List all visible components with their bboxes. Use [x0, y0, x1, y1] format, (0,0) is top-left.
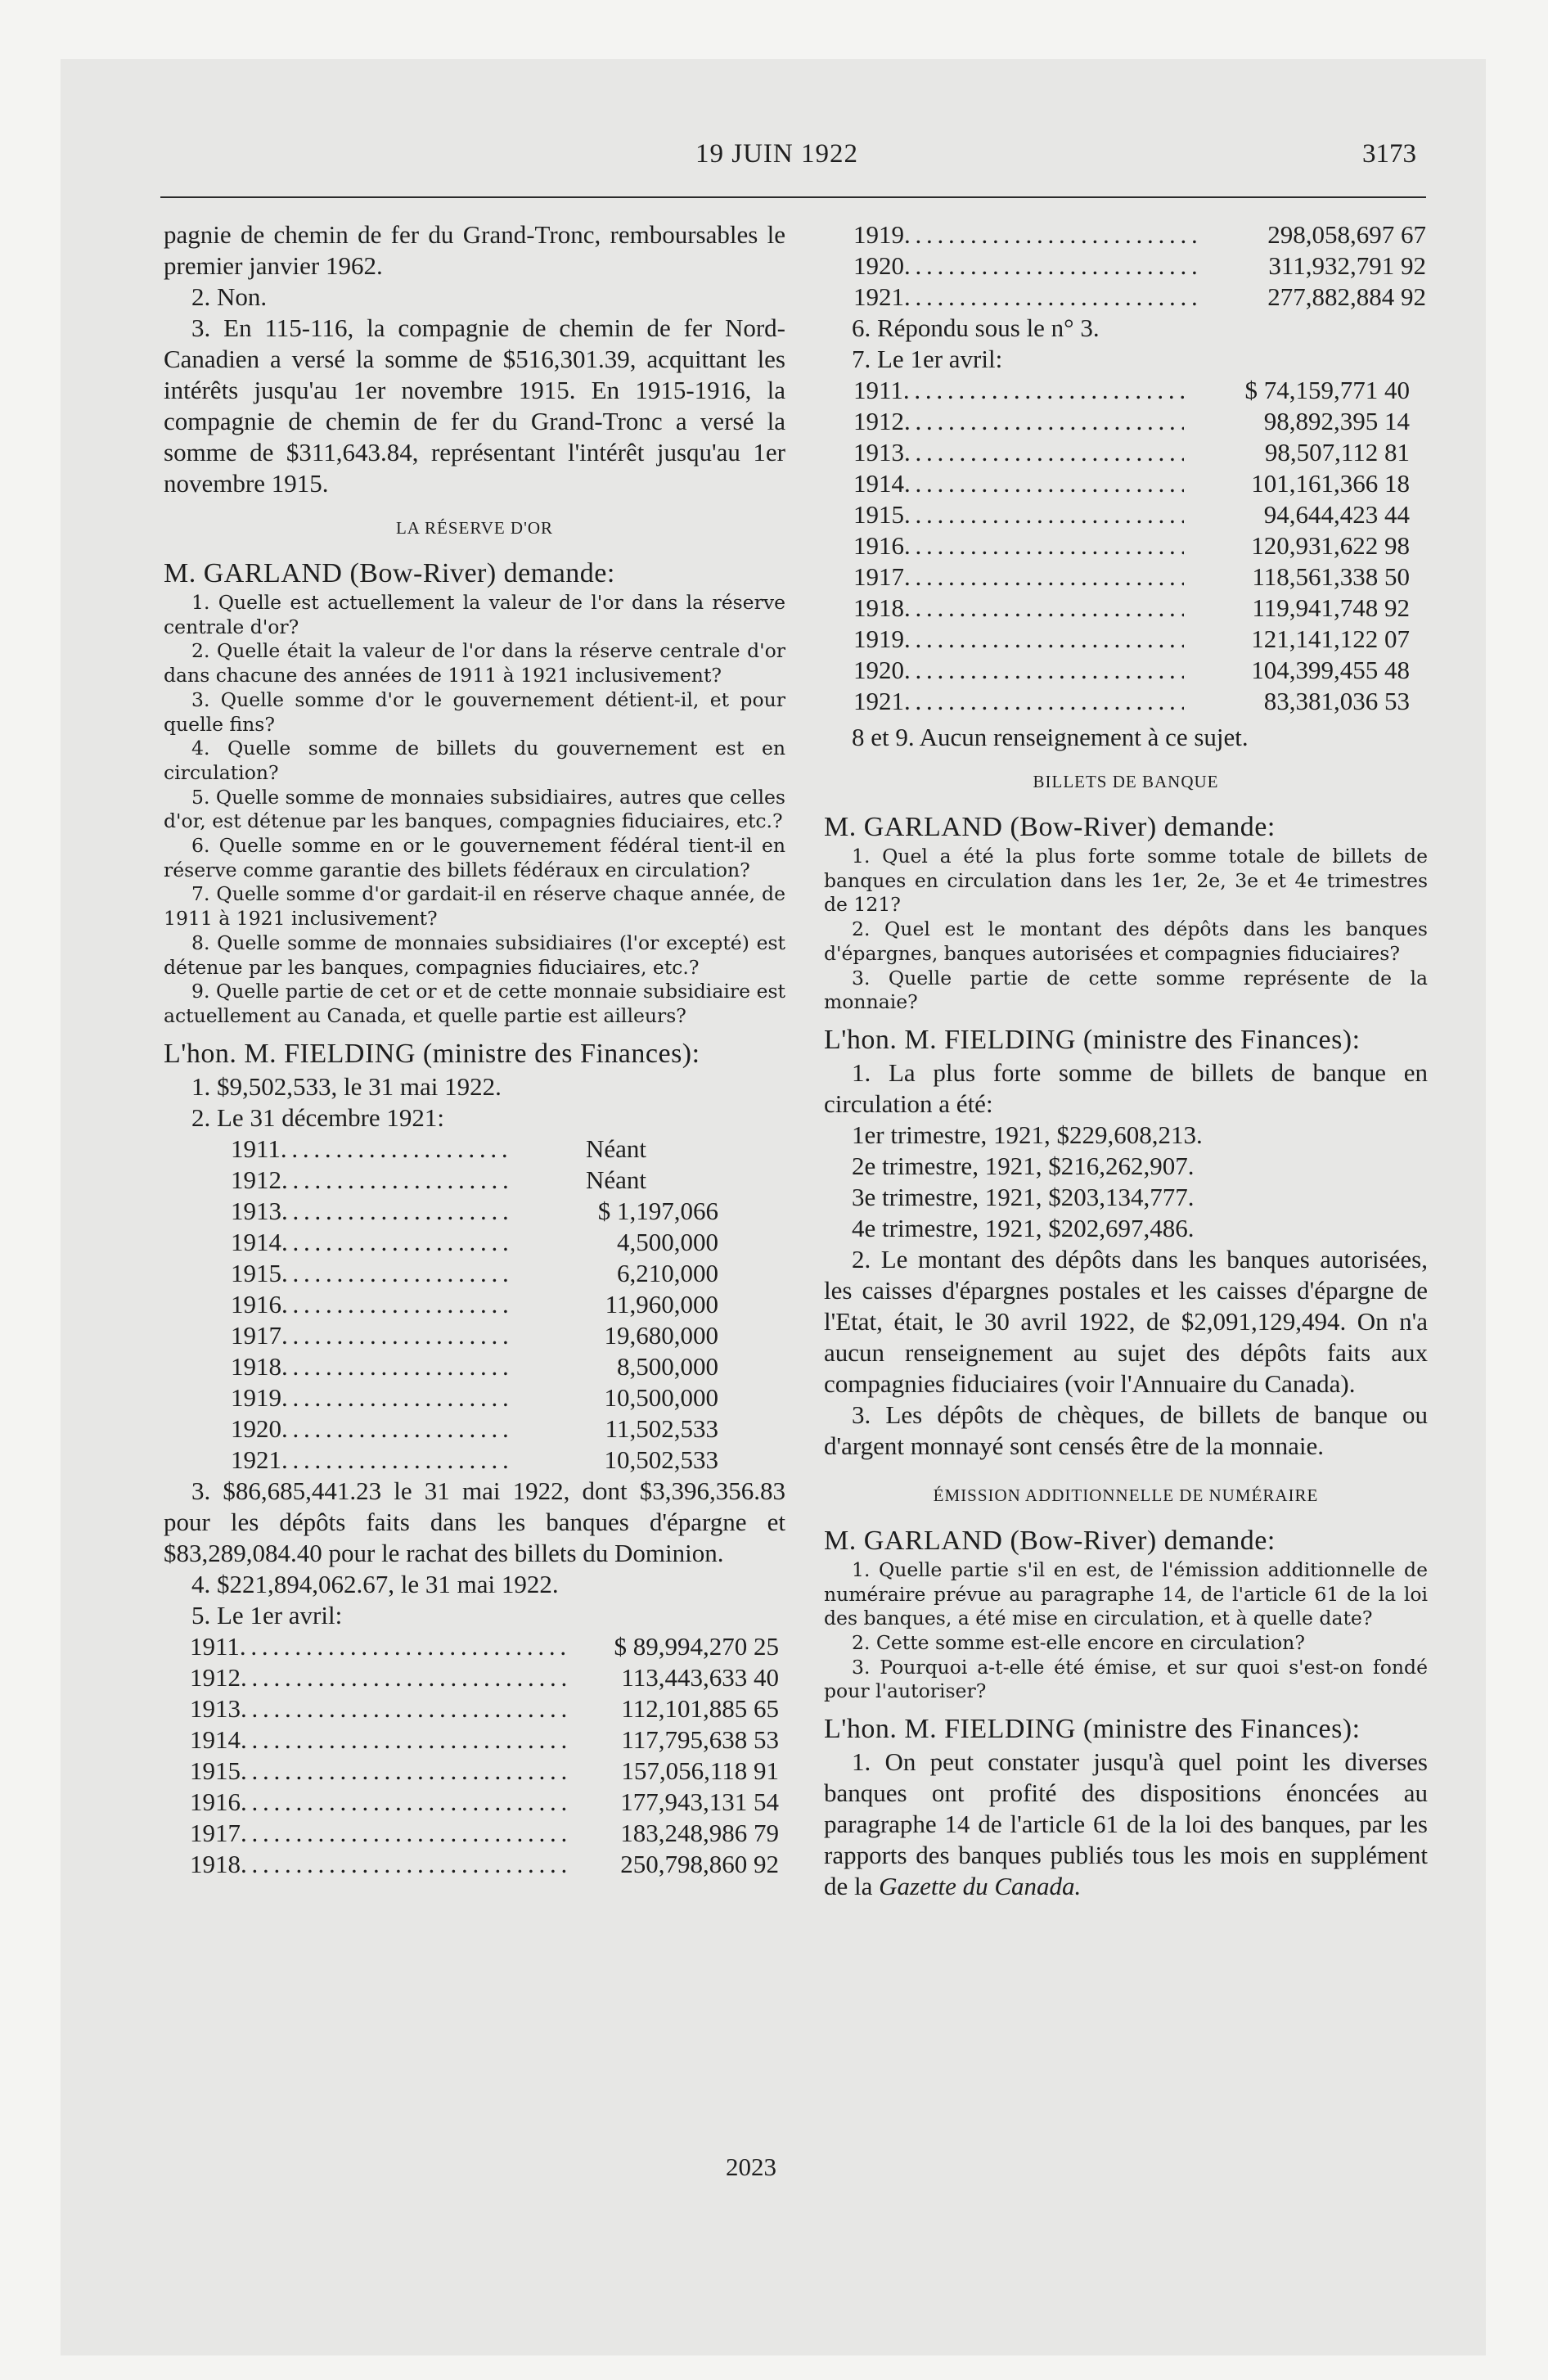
question-item: 3. Pourquoi a-t-elle été émise, et sur quoi s'est-on fondé pour l'autoriser?	[824, 1655, 1428, 1703]
answer-2-intro: 2. Le 31 décembre 1921:	[191, 1102, 445, 1132]
question-list	[824, 845, 1428, 1015]
speaker-fielding: L'hon. M. FIELDING (ministre des Finances):	[824, 1024, 1361, 1055]
table-row: 1914 . . . 101,161,366 18	[853, 468, 1410, 499]
list-item: 3e trimestre, 1921, $203,134,777.	[852, 1182, 1195, 1211]
answer-4: 4. $221,894,062.67, le 31 mai 1922.	[191, 1569, 559, 1598]
table-row: 1917 . . . 118,561,338 50	[853, 561, 1410, 593]
answer-3: 3. En 115-116, la compagnie de chemin de fer Nord-Canadien a versé la somme de $516,301.39, acquittant les intérêts jusqu'au 1er novembre 1915. En 1915-1916, la compagnie de chemin de fer du Grand-Tronc a versé la somme de $311,643.84, représentant l'intérêt jusqu'au 1er novembre 1915.	[164, 313, 785, 498]
table-row: 1920 . . . 104,399,455 48	[853, 655, 1410, 686]
table-row: 1916 . . . 11,960,000	[231, 1289, 718, 1320]
table-row: 1912 . . . 113,443,633 40	[190, 1662, 779, 1693]
table-row: 1911 . . . $ 89,994,270 25	[190, 1631, 779, 1662]
right-column	[824, 219, 1428, 1902]
question-item: 3. Quelle partie de cette somme représente de la monnaie?	[824, 966, 1428, 1014]
question-item: 2. Cette somme est-elle encore en circulation?	[852, 1631, 1305, 1655]
question-item: 9. Quelle partie de cet or et de cette monnaie subsidiaire est actuellement au Canada, et quelle partie est ailleurs?	[164, 980, 785, 1027]
gold-reserve-table	[231, 1134, 718, 1476]
table-row: 1915 . . . 94,644,423 44	[853, 499, 1410, 530]
question-item: 1. Quel a été la plus forte somme totale de billets de banques en circulation dans les 1er, 2e, 3e et 4e trimestres de 121?	[824, 845, 1428, 917]
header-rule	[160, 196, 1426, 198]
question-list	[824, 1558, 1428, 1704]
question-item: 1. Quelle est actuellement la valeur de l'or dans la réserve centrale d'or?	[164, 591, 785, 638]
section-heading-gold-reserve: LA RÉSERVE D'OR	[395, 518, 554, 538]
question-list	[164, 591, 785, 1029]
left-column	[164, 219, 785, 1880]
question-item: 2. Quelle était la valeur de l'or dans la réserve centrale d'or dans chacune des années de 1911 à 1921 inclusivement?	[164, 639, 785, 687]
question-item: 7. Quelle somme d'or gardait-il en réserve chaque année, de 1911 à 1921 inclusivement?	[164, 882, 785, 931]
answer-2-deposits: 2. Le montant des dépôts dans les banques autorisées, les caisses d'épargnes postales et les caisses d'épargne de l'Etat, était, le 30 avril 1922, de $2,091,129,494. On n'a aucun renseignement au sujet des dépôts faits aux compagnies fiduciaires (voir l'Annuaire du Canada).	[824, 1244, 1428, 1398]
quarter-list	[824, 1120, 1428, 1244]
question-item: 3. Quelle somme d'or le gouvernement détient-il, et pour quelle fins?	[164, 687, 785, 736]
table-row: 1916 . . . 177,943,131 54	[190, 1787, 779, 1818]
table-row: 1911 . . . $ 74,159,771 40	[853, 375, 1410, 406]
table-row: 1914 . . . 117,795,638 53	[190, 1724, 779, 1756]
table-row: 1913 . . . 112,101,885 65	[190, 1693, 779, 1724]
question-item: 1. Quelle partie s'il en est, de l'émission additionnelle de numéraire prévue au paragraphe 14, de l'article 61 de la loi des banques, a été mise en circulation, et à quelle date?	[824, 1557, 1428, 1630]
table-row: 1918 . . . 8,500,000	[231, 1351, 718, 1382]
section-heading-bank-notes: BILLETS DE BANQUE	[1033, 772, 1219, 791]
speaker-garland: M. GARLAND (Bow-River) demande:	[824, 812, 1276, 842]
header-page-number: 3173	[1362, 139, 1416, 169]
table-row: 1921 . . . 10,502,533	[231, 1445, 718, 1476]
table-row: 1921 . . . 83,381,036 53	[853, 686, 1410, 717]
table-row: 1919 . . . 121,141,122 07	[853, 624, 1410, 655]
table-row: 1913 . . . 98,507,112 81	[853, 437, 1410, 468]
table-row: 1920 . . . 311,932,791 92	[853, 250, 1426, 282]
section-heading-additional-currency: ÉMISSION ADDITIONNELLE DE NUMÉRAIRE	[933, 1485, 1319, 1505]
question-item: 2. Quel est le montant des dépôts dans les banques d'épargnes, banques autorisées et compagnies fiduciaires?	[824, 917, 1428, 965]
list-item: 2e trimestre, 1921, $216,262,907.	[852, 1151, 1195, 1180]
speaker-fielding: L'hon. M. FIELDING (ministre des Finances):	[164, 1038, 700, 1069]
table-row: 1912 . . . 98,892,395 14	[853, 406, 1410, 437]
table-row: 1918 . . . 119,941,748 92	[853, 593, 1410, 624]
answer-1: 1. $9,502,533, le 31 mai 1922.	[191, 1071, 502, 1101]
table-row: 1917 . . . 19,680,000	[231, 1320, 718, 1351]
table-row: 1920 . . . 11,502,533	[231, 1413, 718, 1445]
answer-5-intro: 5. Le 1er avril:	[191, 1600, 343, 1629]
answer-7-intro: 7. Le 1er avril:	[852, 345, 1003, 373]
table-row: 1915 . . . 6,210,000	[231, 1258, 718, 1289]
table-row: 1918 . . . 250,798,860 92	[190, 1849, 779, 1880]
speaker-garland: M. GARLAND (Bow-River) demande:	[164, 558, 615, 588]
table-row: 1913 . . . $ 1,197,066	[231, 1196, 718, 1227]
table-row: 1919 . . . 10,500,000	[231, 1382, 718, 1413]
gold-held-table	[853, 375, 1410, 717]
table-row: 1919 . . . 298,058,697 67	[853, 219, 1426, 250]
question-item: 4. Quelle somme de billets du gouvernement est en circulation?	[164, 737, 785, 784]
table-row: 1921 . . . 277,882,884 92	[853, 282, 1426, 313]
speaker-garland: M. GARLAND (Bow-River) demande:	[824, 1525, 1276, 1556]
gazette-title: Gazette du Canada.	[879, 1872, 1082, 1901]
table-row: 1911 . . . Néant	[231, 1134, 718, 1165]
question-item: 5. Quelle somme de monnaies subsidiaires, autres que celles d'or, est détenue par les banques, compagnies fiduciaires, etc.?	[164, 785, 785, 833]
header-date: 19 JUIN 1922	[695, 139, 858, 169]
speaker-fielding: L'hon. M. FIELDING (ministre des Finances):	[824, 1714, 1361, 1745]
question-item: 6. Quelle somme en or le gouvernement fédéral tient-il en réserve comme garantie des billets fédéraux en circulation?	[164, 834, 785, 881]
answer-6: 6. Répondu sous le n° 3.	[852, 313, 1100, 342]
answer-2: 2. Non.	[191, 282, 268, 311]
list-item: 1er trimestre, 1921, $229,608,213.	[852, 1120, 1203, 1149]
answer-1-additional-currency: 1. On peut constater jusqu'à quel point les diverses banques ont profité des dispositions énoncées au paragraphe 14 de l'article 61 de la loi des banques, par les rapports des banques publiés tous les mois en supplément de la Gazette du Canada.	[824, 1747, 1428, 1901]
answer-8-9: 8 et 9. Aucun renseignement à ce sujet.	[852, 723, 1249, 751]
notes-table	[190, 1631, 779, 1880]
notes-table-continued	[853, 219, 1426, 313]
question-item: 8. Quelle somme de monnaies subsidiaires (l'or excepté) est détenue par les banques, compagnies fiduciaires, etc.?	[164, 931, 785, 979]
list-item: 4e trimestre, 1921, $202,697,486.	[852, 1213, 1195, 1242]
table-row: 1914 . . . 4,500,000	[231, 1227, 718, 1258]
table-row: 1917 . . . 183,248,986 79	[190, 1818, 779, 1849]
answer-1-bank-notes: 1. La plus forte somme de billets de banque en circulation a été:	[824, 1057, 1428, 1118]
footer-number: 2023	[726, 2152, 776, 2181]
table-row: 1916 . . . 120,931,622 98	[853, 530, 1410, 561]
intro-paragraph: pagnie de chemin de fer du Grand-Tronc, remboursables le premier janvier 1962.	[164, 220, 785, 280]
table-row: 1915 . . . 157,056,118 91	[190, 1756, 779, 1787]
answer-3-currency: 3. Les dépôts de chèques, de billets de banque ou d'argent monnayé sont censés être de la monnaie.	[824, 1400, 1428, 1460]
answer-3-deposits: 3. $86,685,441.23 le 31 mai 1922, dont $3,396,356.83 pour les dépôts faits dans les banques d'épargne et $83,289,084.40 pour le rachat des billets du Dominion.	[164, 1476, 785, 1567]
table-row: 1912 . . . Néant	[231, 1165, 718, 1196]
